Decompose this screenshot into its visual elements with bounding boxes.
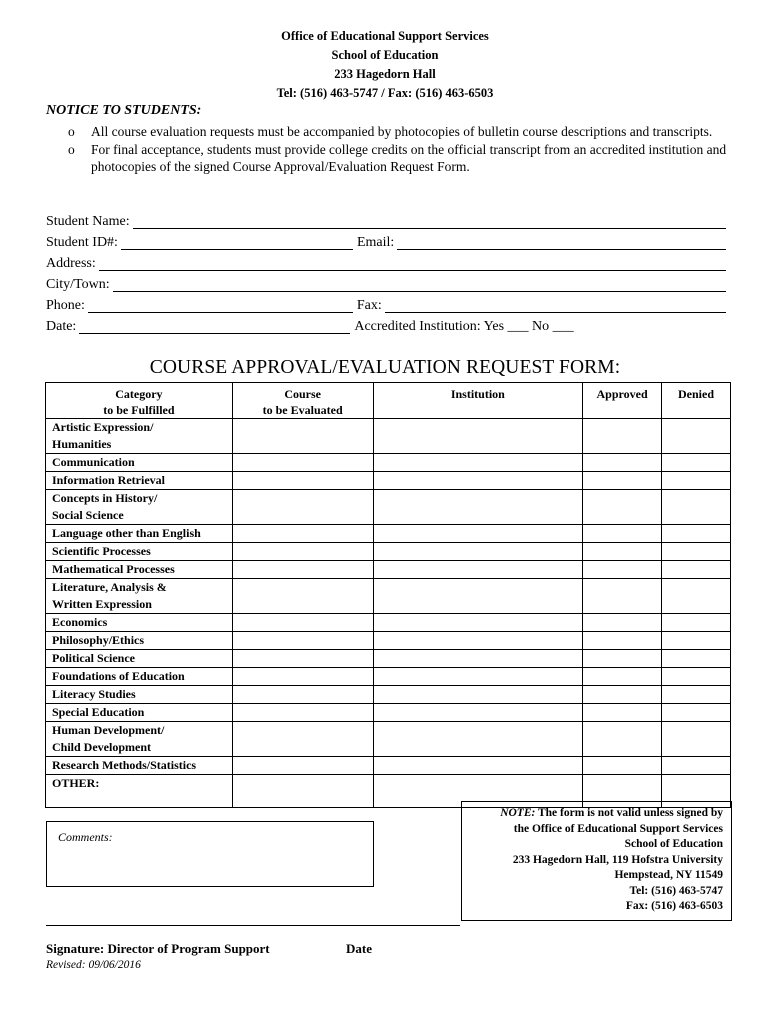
table-row [46, 722, 731, 757]
approved-cell[interactable] [583, 490, 662, 525]
category-cell [46, 561, 233, 579]
header-course-line2: to be Evaluated [262, 403, 343, 417]
comments-label: Comments: [58, 830, 113, 844]
note-line: 233 Hagedorn Hall, 119 Hofstra University [512, 853, 723, 866]
category-label: Communication [52, 455, 135, 469]
address-label: Address: [46, 256, 96, 271]
category-label: Research Methods/Statistics [52, 758, 197, 772]
course-cell[interactable] [232, 561, 373, 579]
course-cell[interactable] [232, 472, 373, 490]
city-field[interactable] [113, 278, 726, 292]
category-label: Literature, Analysis & [52, 580, 167, 594]
approved-cell[interactable] [583, 686, 662, 704]
course-cell[interactable] [232, 579, 373, 614]
notice-list [68, 123, 728, 176]
institution-cell[interactable] [373, 472, 583, 490]
denied-cell[interactable] [662, 419, 731, 454]
approved-cell[interactable] [583, 668, 662, 686]
note-line: Tel: (516) 463-5747 [629, 884, 723, 897]
note-label: NOTE: [500, 807, 536, 819]
category-cell [46, 472, 233, 490]
table-row [46, 525, 731, 543]
header-denied: Denied [662, 383, 731, 419]
header-approved: Approved [583, 383, 662, 419]
category-label: Concepts in History/ [52, 491, 158, 505]
category-cell [46, 722, 233, 757]
category-label: Philosophy/Ethics [52, 633, 145, 647]
category-label: Child Development [52, 740, 151, 754]
notice-item-text: For final acceptance, students must provide college credits on the official transcript from an accredited institution and photocopies of the signed Course Approval/Evaluation Request Form. [91, 141, 727, 174]
table-row [46, 454, 731, 472]
student-id-label: Student ID#: [46, 235, 118, 250]
institution-cell[interactable] [373, 614, 583, 632]
denied-cell[interactable] [662, 722, 731, 757]
course-cell[interactable] [232, 454, 373, 472]
approved-cell[interactable] [583, 579, 662, 614]
city-line [46, 274, 726, 295]
category-label: Special Education [52, 705, 145, 719]
date-line [46, 316, 726, 337]
note-line: Hempstead, NY 11549 [614, 869, 723, 881]
fax-field[interactable] [385, 299, 726, 313]
course-cell[interactable] [232, 704, 373, 722]
approved-cell[interactable] [583, 704, 662, 722]
note-line: Fax: (516) 463-6503 [625, 900, 723, 912]
denied-cell[interactable] [662, 614, 731, 632]
approved-cell[interactable] [583, 757, 662, 775]
student-name-field[interactable] [133, 215, 726, 229]
table-row [46, 490, 731, 525]
accredited-label[interactable]: Accredited Institution: Yes ___ No ___ [354, 319, 574, 334]
institution-cell[interactable] [373, 668, 583, 686]
header-category [46, 383, 233, 419]
category-label: Human Development/ [52, 723, 165, 737]
institution-cell[interactable] [373, 757, 583, 775]
revised-date: Revised: 09/06/2016 [46, 959, 141, 971]
category-cell [46, 668, 233, 686]
category-label: Literacy Studies [52, 687, 136, 701]
table-header-row [46, 383, 731, 419]
category-label: Humanities [52, 437, 112, 451]
phone-label: Phone: [46, 298, 85, 313]
bullet-icon: o [68, 124, 75, 139]
approved-cell[interactable] [583, 650, 662, 668]
institution-cell[interactable] [373, 632, 583, 650]
email-field[interactable] [397, 236, 726, 250]
institution-cell[interactable] [373, 454, 583, 472]
category-label: Artistic Expression/ [52, 420, 154, 434]
category-cell [46, 454, 233, 472]
header-school: School of Education [331, 48, 439, 62]
course-cell[interactable] [232, 614, 373, 632]
address-field[interactable] [99, 257, 726, 271]
course-cell[interactable] [232, 490, 373, 525]
category-label: Mathematical Processes [52, 562, 175, 576]
table-row [46, 579, 731, 614]
header-category-line2: to be Fulfilled [103, 403, 175, 417]
address-line [46, 253, 726, 274]
table-row [46, 686, 731, 704]
note-line: the Office of Educational Support Services [513, 822, 723, 835]
notice-item-text: All course evaluation requests must be accompanied by photocopies of bulletin course descriptions and transcripts. [91, 124, 713, 139]
table-row [46, 704, 731, 722]
student-id-line [46, 232, 726, 253]
header-contact: Tel: (516) 463-5747 / Fax: (516) 463-6503 [276, 86, 494, 100]
category-label: Scientific Processes [52, 544, 151, 558]
category-cell [46, 757, 233, 775]
denied-cell[interactable] [662, 650, 731, 668]
note-box [461, 801, 732, 921]
course-cell[interactable] [232, 757, 373, 775]
header-course-line1: Course [284, 387, 321, 401]
student-id-field[interactable] [121, 236, 353, 250]
table-row [46, 668, 731, 686]
denied-cell[interactable] [662, 472, 731, 490]
notice-item [68, 123, 728, 141]
header-address: 233 Hagedorn Hall [334, 67, 436, 81]
header-category-line1: Category [115, 387, 163, 401]
category-cell [46, 632, 233, 650]
student-name-line [46, 211, 726, 232]
comments-box[interactable] [46, 821, 374, 887]
category-cell [46, 704, 233, 722]
student-name-label: Student Name: [46, 214, 130, 229]
denied-cell[interactable] [662, 543, 731, 561]
category-cell [46, 490, 233, 525]
category-label: Written Expression [52, 597, 152, 611]
course-cell[interactable] [232, 632, 373, 650]
denied-cell[interactable] [662, 525, 731, 543]
note-line [466, 806, 723, 822]
category-label: Language other than English [52, 526, 201, 540]
course-cell[interactable] [232, 650, 373, 668]
course-cell[interactable] [232, 686, 373, 704]
header-course [232, 383, 373, 419]
institution-cell[interactable] [373, 686, 583, 704]
fax-label: Fax: [356, 298, 382, 313]
institution-cell[interactable] [373, 704, 583, 722]
institution-cell[interactable] [373, 419, 583, 454]
category-cell [46, 543, 233, 561]
signature-line[interactable] [46, 925, 460, 926]
date-label: Date: [46, 319, 77, 334]
denied-cell[interactable] [662, 632, 731, 650]
denied-cell[interactable] [662, 579, 731, 614]
form-title: COURSE APPROVAL/EVALUATION REQUEST FORM: [149, 357, 621, 378]
category-cell [46, 775, 233, 808]
bullet-icon: o [68, 141, 75, 157]
notice-item [68, 141, 728, 176]
category-cell [46, 419, 233, 454]
category-label: Political Science [52, 651, 135, 665]
approved-cell[interactable] [583, 472, 662, 490]
denied-cell[interactable] [662, 490, 731, 525]
approved-cell[interactable] [583, 543, 662, 561]
institution-cell[interactable] [373, 579, 583, 614]
course-cell[interactable] [232, 668, 373, 686]
header-office: Office of Educational Support Services [281, 29, 489, 43]
city-label: City/Town: [46, 277, 110, 292]
phone-field[interactable] [88, 299, 353, 313]
course-cell[interactable] [232, 722, 373, 757]
institution-cell[interactable] [373, 561, 583, 579]
approved-cell[interactable] [583, 614, 662, 632]
table-row [46, 614, 731, 632]
denied-cell[interactable] [662, 454, 731, 472]
institution-cell[interactable] [373, 490, 583, 525]
course-cell[interactable] [232, 419, 373, 454]
category-cell [46, 525, 233, 543]
table-row [46, 419, 731, 454]
institution-cell[interactable] [373, 650, 583, 668]
course-cell[interactable] [232, 543, 373, 561]
table-row [46, 543, 731, 561]
header-institution: Institution [373, 383, 583, 419]
approved-cell[interactable] [583, 419, 662, 454]
approved-cell[interactable] [583, 632, 662, 650]
table-row [46, 472, 731, 490]
denied-cell[interactable] [662, 704, 731, 722]
category-cell [46, 614, 233, 632]
date-field[interactable] [79, 320, 350, 334]
table-row [46, 650, 731, 668]
course-table [45, 382, 731, 808]
table-row [46, 632, 731, 650]
category-label: Economics [52, 615, 108, 629]
denied-cell[interactable] [662, 686, 731, 704]
category-label: Information Retrieval [52, 473, 165, 487]
signature-date-label: Date [346, 941, 372, 956]
approved-cell[interactable] [583, 525, 662, 543]
student-info-fields [46, 211, 726, 337]
office-header [0, 27, 770, 103]
notice-title: NOTICE TO STUDENTS: [46, 103, 202, 118]
course-cell[interactable] [232, 525, 373, 543]
category-cell [46, 686, 233, 704]
denied-cell[interactable] [662, 668, 731, 686]
category-cell [46, 650, 233, 668]
institution-cell[interactable] [373, 722, 583, 757]
email-label: Email: [356, 235, 395, 250]
approved-cell[interactable] [583, 454, 662, 472]
institution-cell[interactable] [373, 525, 583, 543]
institution-cell[interactable] [373, 543, 583, 561]
category-cell [46, 579, 233, 614]
signature-label: Signature: Director of Program Support [46, 941, 270, 956]
category-label: OTHER: [52, 776, 100, 790]
approved-cell[interactable] [583, 722, 662, 757]
course-cell[interactable] [232, 775, 373, 808]
approved-cell[interactable] [583, 561, 662, 579]
table-row [46, 757, 731, 775]
phone-line [46, 295, 726, 316]
denied-cell[interactable] [662, 561, 731, 579]
category-label: Foundations of Education [52, 669, 185, 683]
denied-cell[interactable] [662, 757, 731, 775]
table-row [46, 561, 731, 579]
category-label: Social Science [52, 508, 124, 522]
note-text: The form is not valid unless signed by [535, 807, 723, 819]
note-line: School of Education [624, 838, 723, 850]
